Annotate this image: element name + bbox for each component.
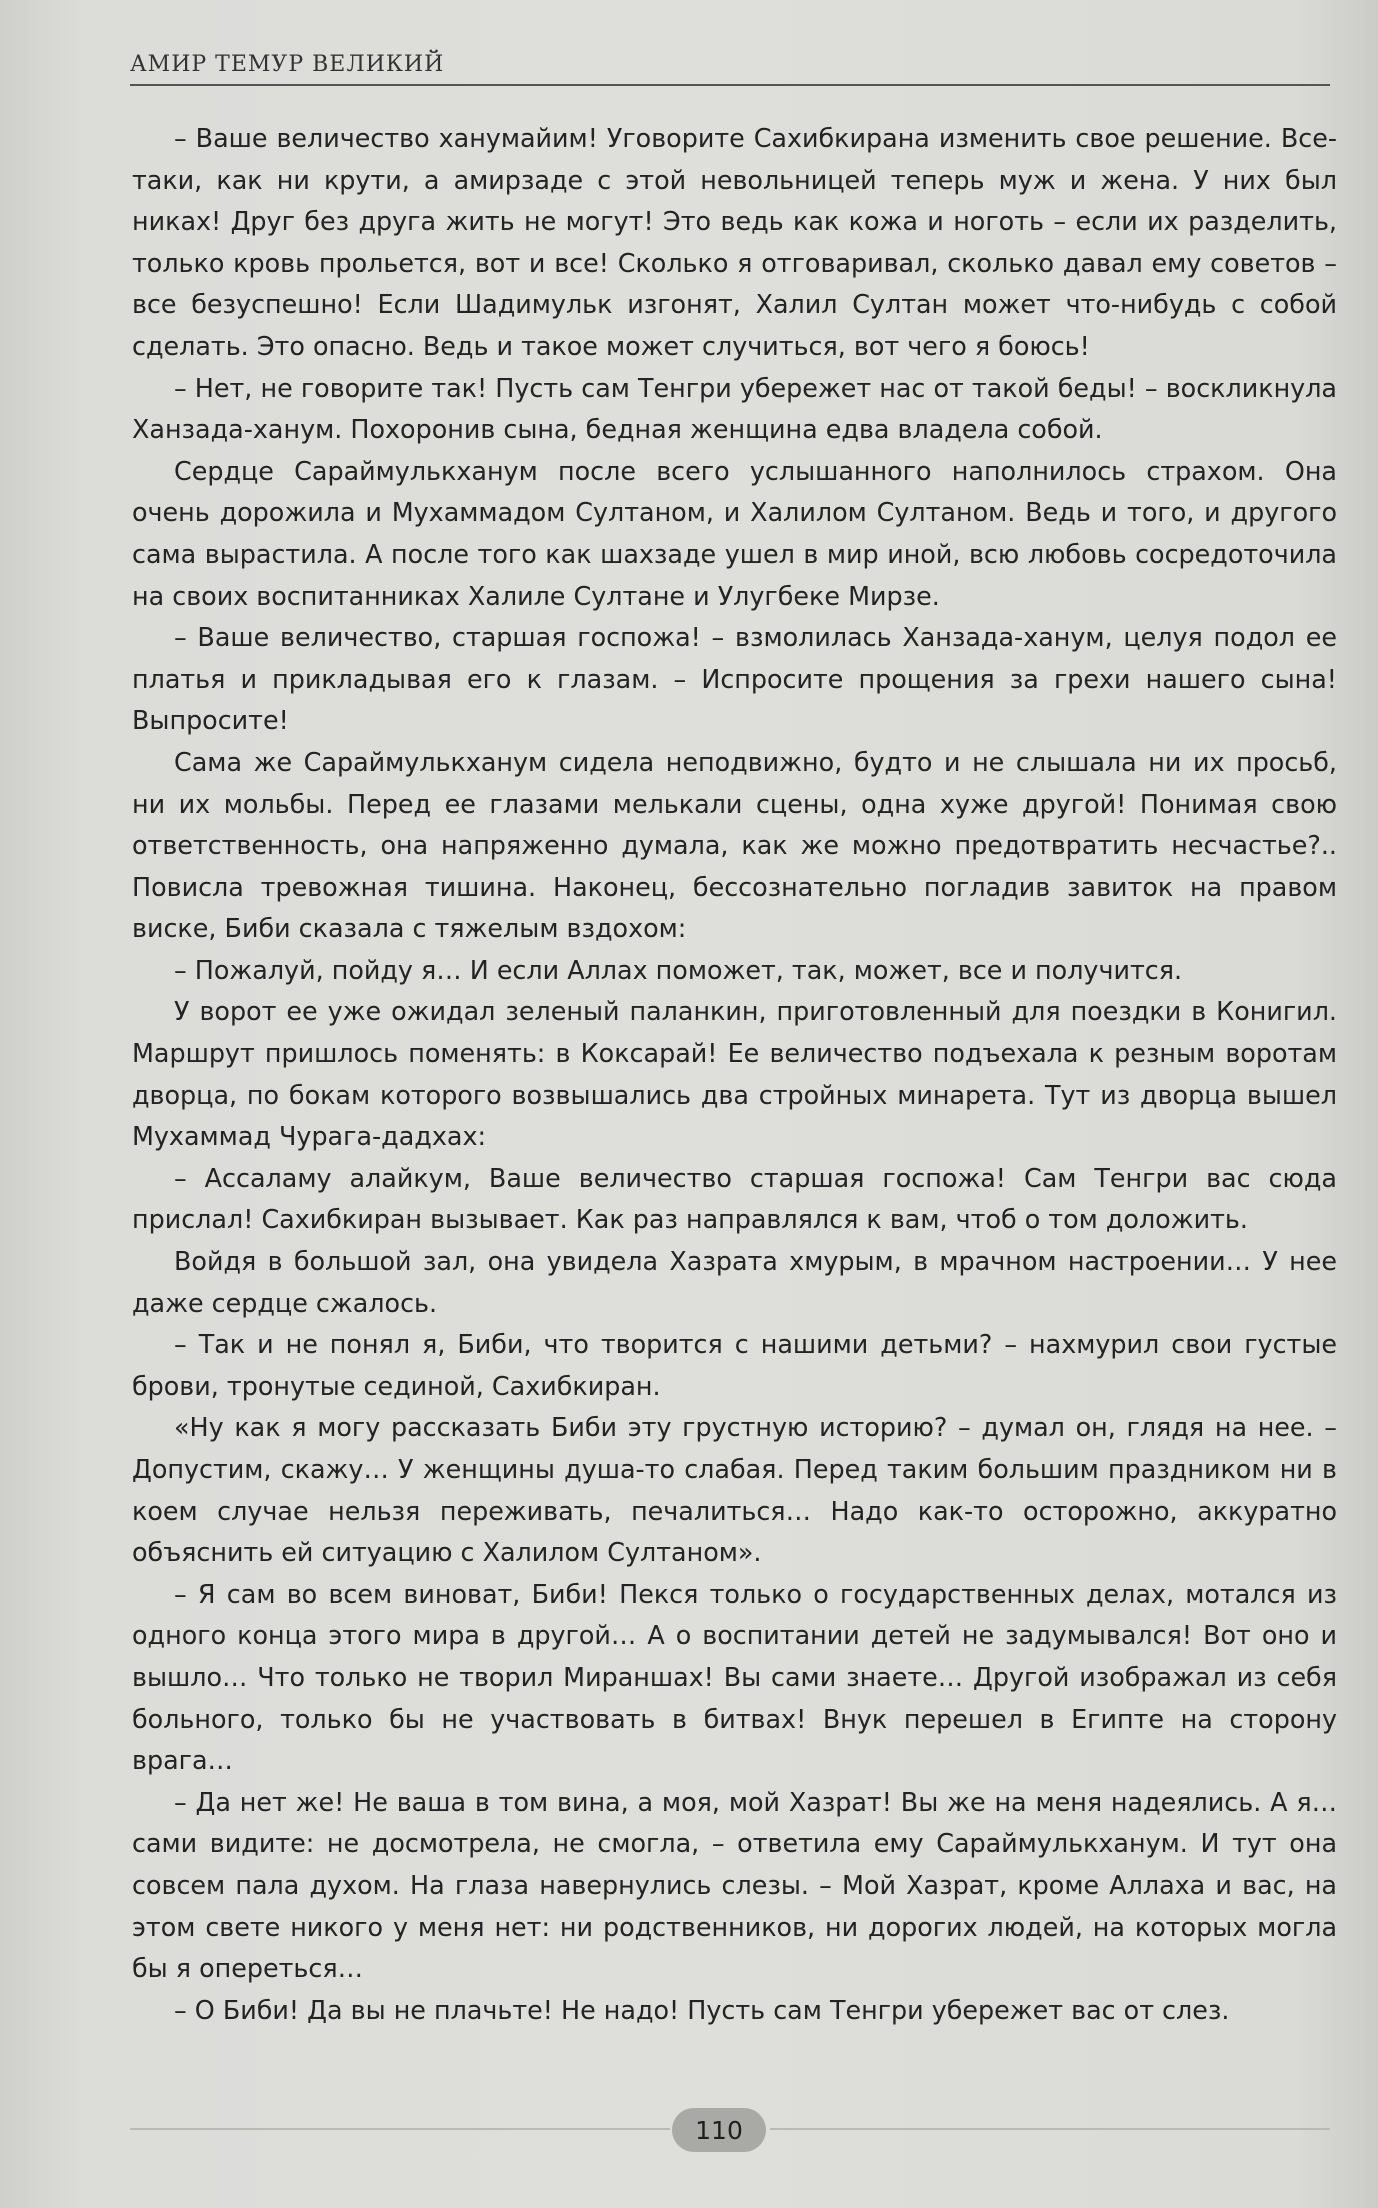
paragraph: «Ну как я могу рассказать Биби эту грустную историю? – думал он, глядя на нее. – Допустим, скажу… У женщины душа-то слабая. Перед таким большим праздником ни в коем случае нельзя переживать, печалиться… Надо как-то осторожно, аккуратно объяснить ей ситуацию с Халилом Султаном». xyxy=(132,1412,1337,1568)
body-text xyxy=(132,118,1337,2031)
paragraph: Сердце Сараймулькханум после всего услышанного наполнилось страхом. Она очень дорожила и Мухаммадом Султаном, и Халилом Султаном. Ведь и того, и другого сама вырастила. А после того как шахзаде ушел в мир иной, всю любовь сосредоточила на своих воспитанниках Халиле Султане и Улугбеке Мирзе. xyxy=(132,455,1337,611)
footer-rule-left xyxy=(130,2128,670,2130)
footer-rule-right xyxy=(770,2128,1330,2130)
paragraph: – О Биби! Да вы не плачьте! Не надо! Пусть сам Тенгри убережет вас от слез. xyxy=(174,1994,1230,2025)
paragraph: – Да нет же! Не ваша в том вина, а моя, мой Хазрат! Вы же на меня надеялись. А я… сами видите: не досмотрела, не смогла, – ответила ему Сараймулькханум. И тут она совсем пала духом. На глаза навернулись слезы. – Мой Хазрат, кроме Аллаха и вас, на этом свете никого у меня нет: ни родственников, ни дорогих людей, на которых могла бы я опереться… xyxy=(132,1786,1337,1984)
paragraph: Войдя в большой зал, она увидела Хазрата хмурым, в мрачном настроении… У нее даже сердце сжалось. xyxy=(132,1246,1337,1318)
paragraph: – Ваше величество, старшая госпожа! – взмолилась Ханзада-ханум, целуя подол ее платья и прикладывая его к глазам. – Испросите прощения за грехи нашего сына! Выпросите! xyxy=(132,622,1337,736)
paragraph: – Нет, не говорите так! Пусть сам Тенгри убережет нас от такой беды! – воскликнула Ханзада-ханум. Похоронив сына, бедная женщина едва владела собой. xyxy=(132,372,1337,445)
page-footer xyxy=(0,2100,1378,2160)
page-number-badge xyxy=(672,2108,766,2152)
paragraph: – Ассаламу алайкум, Ваше величество старшая госпожа! Сам Тенгри вас сюда прислал! Сахибкиран вызывает. Как раз направлялся к вам, чтоб о том доложить. xyxy=(132,1162,1337,1235)
paragraph: – Так и не понял я, Биби, что творится с нашими детьми? – нахмурил свои густые брови, тронутые сединой, Сахибкиран. xyxy=(132,1329,1337,1401)
paragraph: Сама же Сараймулькханум сидела неподвижно, будто и не слышала ни их просьб, ни их мольбы. Перед ее глазами мелькали сцены, одна хуже другой! Понимая свою ответственность, она напряженно думала, как же можно предотвратить несчастье?.. Повисла тревожная тишина. Наконец, бессознательно погладив завиток на правом виске, Биби сказала с тяжелым вздохом: xyxy=(132,746,1337,944)
paragraph: У ворот ее уже ожидал зеленый паланкин, приготовленный для поездки в Конигил. Маршрут пришлось поменять: в Коксарай! Ее величество подъехала к резным воротам дворца, по бокам которого возвышались два стройных минарета. Тут из дворца вышел Мухаммад Чурага-дадхах: xyxy=(132,996,1337,1152)
paragraph: – Пожалуй, пойду я… И если Аллах поможет, так, может, все и получится. xyxy=(174,954,1183,985)
paragraph: – Ваше величество ханумайим! Уговорите Сахибкирана изменить свое решение. Все-таки, как ни крути, а амирзаде с этой невольницей теперь муж и жена. У них был никах! Друг без друга жить не могут! Это ведь как кожа и ноготь – если их разделить, только кровь прольется, вот и все! Сколько я отговаривал, сколько давал ему советов – все безуспешно! Если Шадимульк изгонят, Халил Султан может что-нибудь с собой сделать. Это опасно. Ведь и такое может случиться, вот чего я боюсь! xyxy=(132,123,1337,361)
page-number: 110 xyxy=(695,2115,743,2145)
running-title: АМИР ТЕМУР ВЕЛИКИЙ xyxy=(130,52,445,77)
paragraph: – Я сам во всем виноват, Биби! Пекся только о государственных делах, мотался из одного конца этого мира в другой… А о воспитании детей не задумывался! Вот оно и вышло… Что только не творил Мираншах! Вы сами знаете… Другой изображал из себя больного, только бы не участвовать в битвах! Внук перешел в Египте на сторону врага… xyxy=(132,1578,1337,1776)
running-header xyxy=(130,50,1330,86)
